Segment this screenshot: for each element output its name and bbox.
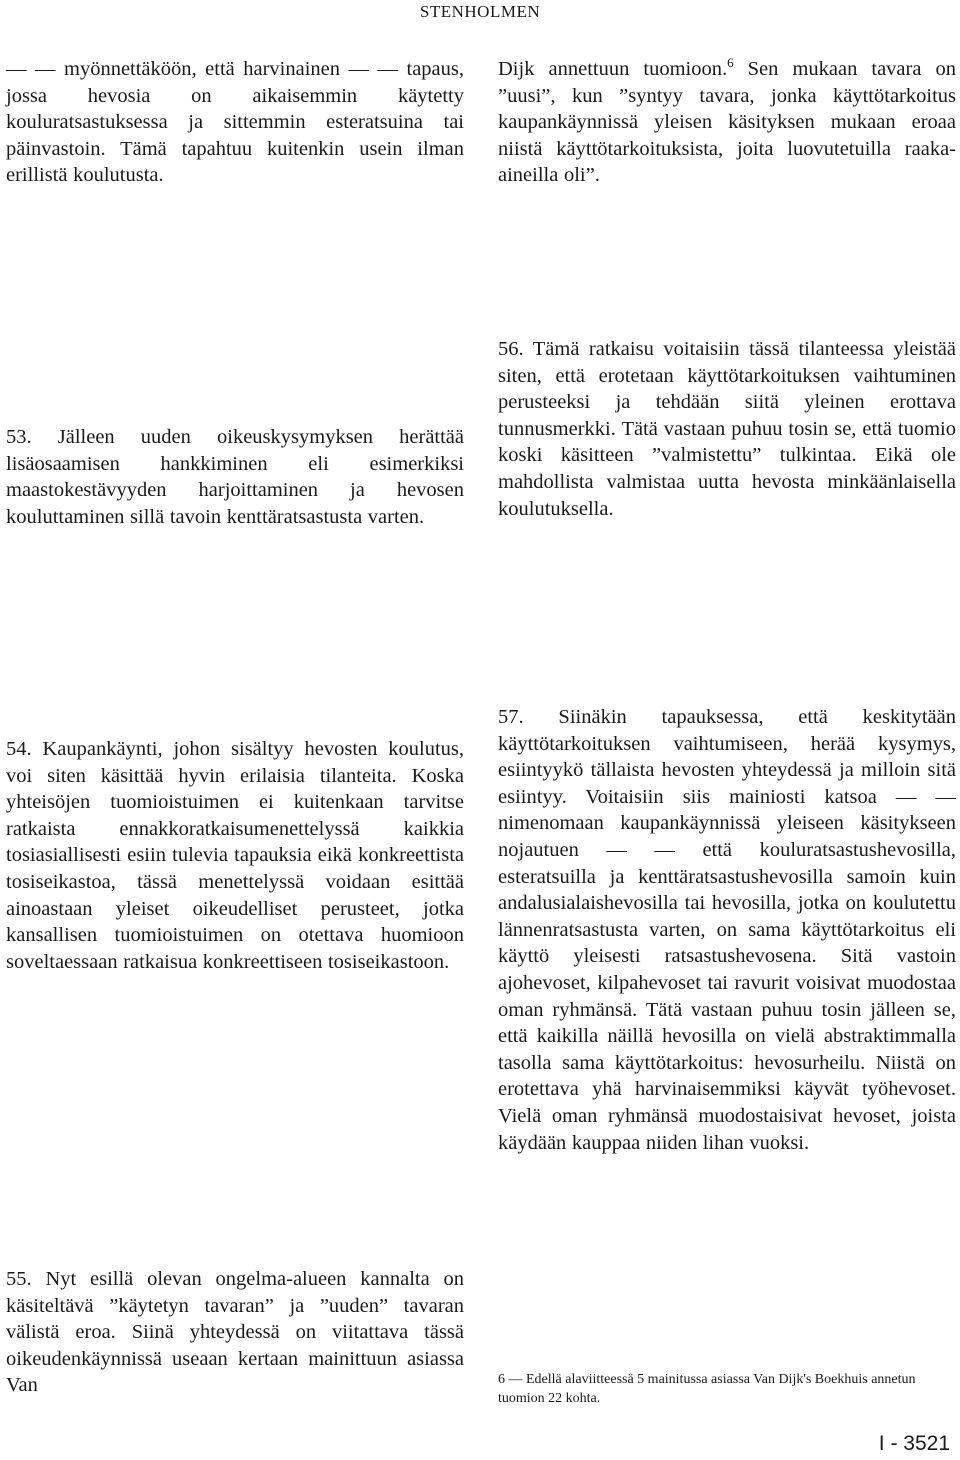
paragraph-number: 56. bbox=[498, 338, 524, 360]
page-number: I - 3521 bbox=[878, 1432, 950, 1455]
paragraph-text: Kaupankäynti, johon sisältyy hevosten koulutus, voi siten käsittää hyvin erilaisia tilanteita. Koska yhteisöjen tuomioistuimen ei kuitenkaan tarvitse ratkaista ennakkoratkaisumenettelyssä kaikkia tosiasiallisesti esiin tulevia tapauksia eikä konkreettista tosiseikastoa, tässä menettelyssä voidaan esittää ainoastaan yleiset oikeudelliset perusteet, jotka kansallisen tuomioistuimen on otettava huomioon soveltaessaan ratkaisua konkreettiseen tosiseikastoon. bbox=[6, 738, 464, 973]
paragraph-53 bbox=[6, 424, 464, 530]
left-continuation-block bbox=[6, 56, 464, 189]
paragraph-number: 54. bbox=[6, 738, 32, 760]
paragraph-number: 55. bbox=[6, 1268, 32, 1290]
paragraph-continuation: Dijk annettuun tuomioon. bbox=[498, 58, 728, 80]
paragraph-57 bbox=[498, 704, 956, 1156]
paragraph-text: Siinäkin tapauksessa, että keskitytään käyttötarkoituksen vaihtumiseen, herää kysymys, esiintyykö tällaista hevosten yhteydessä ja milloin sitä esiintyy. Voitaisiin siis mainiosti katsoa — — nimenomaan kaupankäynnissä yleiseen käsitykseen nojautuen — — että kouluratsastushevosilla, esteratsuilla ja kenttäratsastushevosilla samoin kuin andalusialaishevosilla tai hevosilla, jotka on koulutettu lännenratsastusta varten, on sama käyttötarkoitus eli käyttö yleisesti ratsastushevosena. Sitä vastoin ajohevoset, kilpahevoset tai ravurit voisivat muodostaa oman ryhmänsä. Tätä vastaan puhuu tosin jälleen se, että kaikilla näillä hevosilla on vielä abstraktimmalla tasolla sama käyttötarkoitus: hevosurheilu. Niistä on erotettava yhä harvinaisemmiksi käyvät työhevoset. Vielä oman ryhmänsä muodostaisivat hevoset, joista käydään kauppaa niiden lihan vuoksi. bbox=[498, 706, 956, 1154]
paragraph-54 bbox=[6, 736, 464, 975]
paragraph-number: 57. bbox=[498, 706, 524, 728]
footnote-reference[interactable]: 6 bbox=[727, 55, 734, 71]
paragraph-number: 53. bbox=[6, 426, 32, 448]
paragraph-56 bbox=[498, 336, 956, 522]
paragraph-continuation: — — myönnettäköön, että harvinainen — — tapaus, jossa hevosia on aikaisemmin käytetty kouluratsastuksessa ja sittemmin esteratsuina tai päinvastoin. Tämä tapahtuu kuitenkin usein ilman erillistä koulutusta. bbox=[6, 58, 464, 187]
paragraph-text: Nyt esillä olevan ongelma-alueen kannalta on käsiteltävä ”käytetyn tavaran” ja ”uuden” tavaran välistä eroa. Siinä yhteydessä on viitattava tässä oikeudenkäynnissä useaan kertaan mainittuun asiassa Van bbox=[6, 1268, 464, 1397]
paragraph-text: Tämä ratkaisu voitaisiin tässä tilanteessa yleistää siten, että erotetaan käyttötarkoituksen vaihtuminen perusteeksi ja tehdään siitä yleinen erottava tunnusmerkki. Tätä vastaan puhuu tosin se, että tuomio koski käsitteen ”valmistettu” tulkintaa. Eikä ole mahdollista valmistaa uutta hevosta minkäänlaisella koulutuksella. bbox=[498, 338, 956, 520]
footnote: 6 — Edellä alaviitteessä 5 mainitussa asiassa Van Dijk's Boekhuis annetun tuomion 22 kohta. bbox=[498, 1372, 916, 1406]
running-head: STENHOLMEN bbox=[419, 2, 541, 21]
paragraph-continuation-text: Sen mukaan tavara on ”uusi”, kun ”syntyy tavara, jonka käyttötarkoitus kaupankäynnissä yleisen käsityksen mukaan eroaa niistä käyttötarkoituksista, joita luovutetuilla raaka-aineilla oli”. bbox=[498, 58, 956, 187]
paragraph-text: Jälleen uuden oikeuskysymyksen herättää lisäosaamisen hankkiminen eli esimerkiksi maastokestävyyden harjoittaminen ja hevosen kouluttaminen sillä tavoin kenttäratsastusta varten. bbox=[6, 426, 465, 528]
paragraph-55 bbox=[6, 1266, 464, 1399]
right-continuation-block bbox=[498, 56, 956, 189]
